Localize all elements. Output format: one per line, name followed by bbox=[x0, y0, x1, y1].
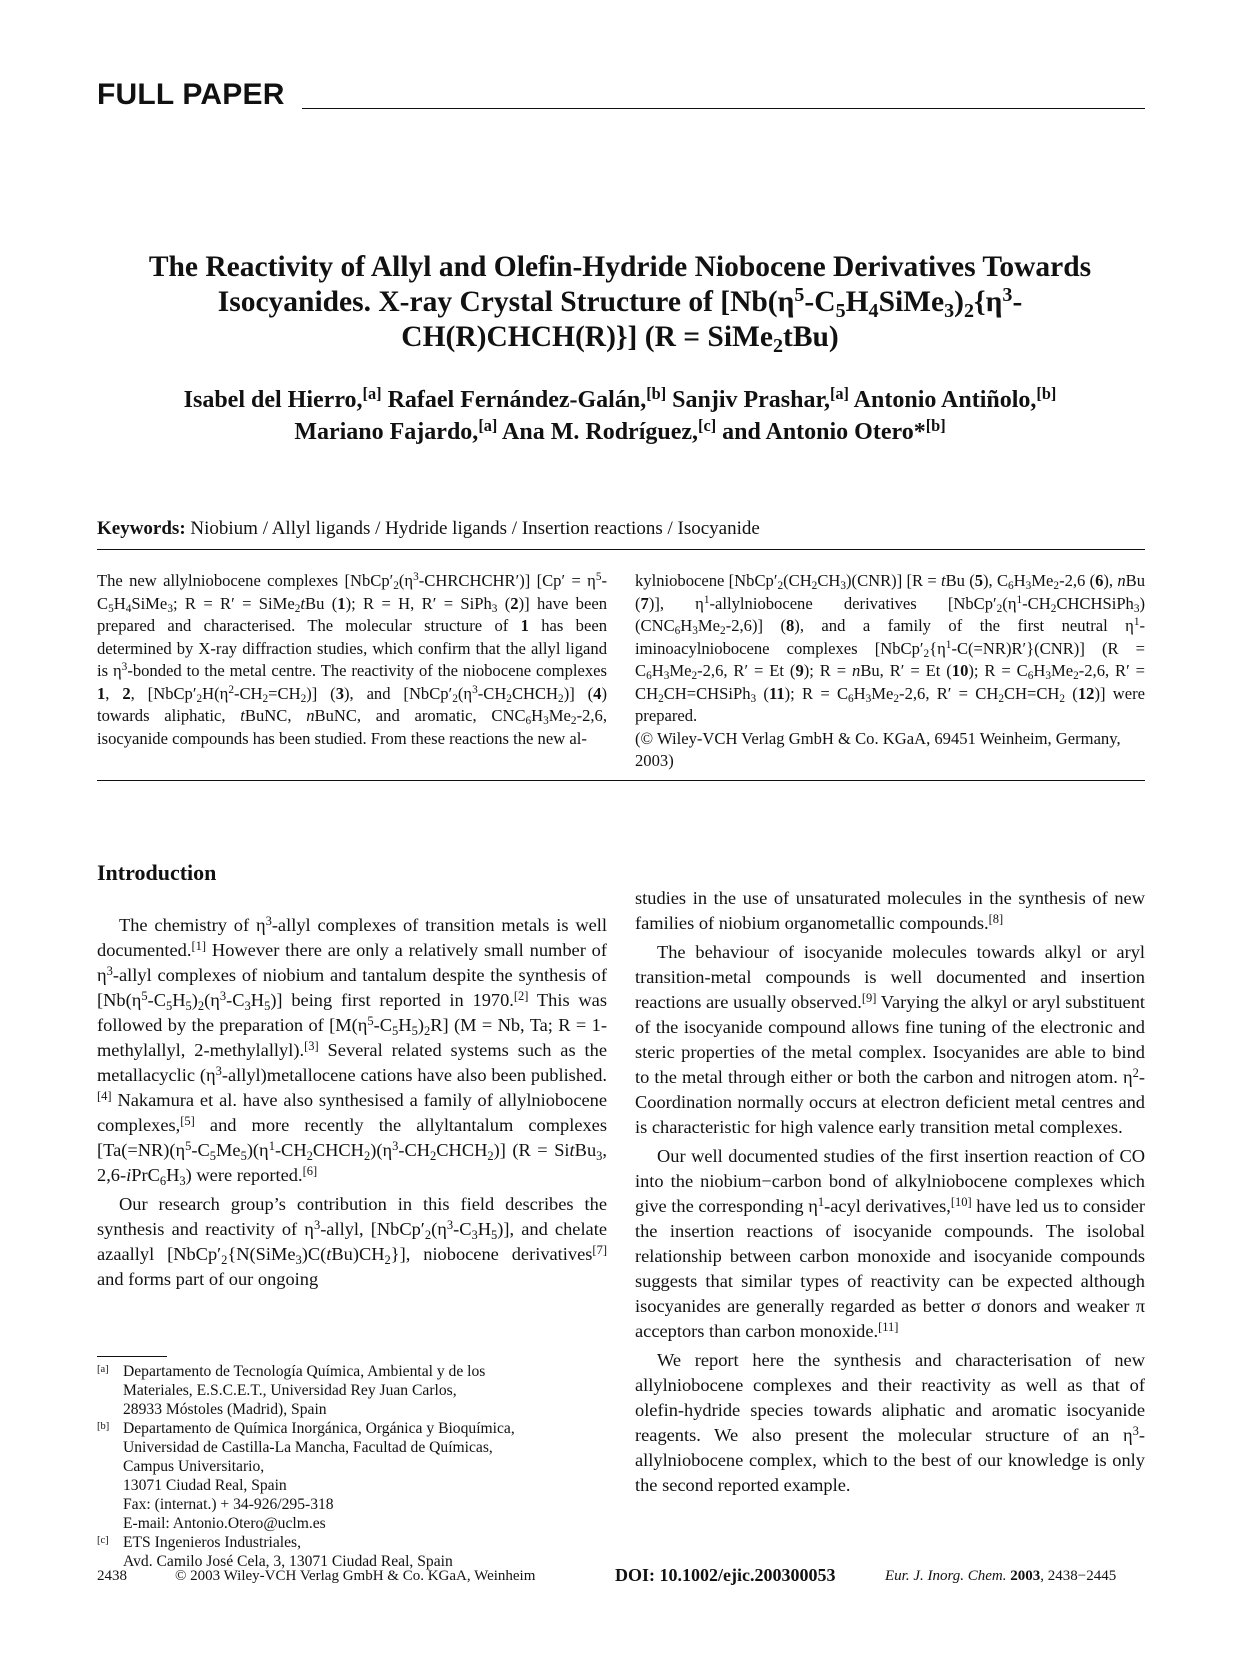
paper-title bbox=[110, 250, 1130, 355]
footnote-c: [c] ETS Ingenieros Industriales, Avd. Camilo José Cela, 3, 13071 Ciudad Real, Spain bbox=[97, 1533, 607, 1571]
journal-pages: , 2438−2445 bbox=[1040, 1568, 1117, 1584]
footnote-mark: [a] bbox=[97, 1364, 109, 1375]
body-paragraph: Our well documented studies of the first insertion reaction of CO into the niobium−carbon bond of alkylniobocene complexes which give the corresponding $\eta^1$-acyl derivatives,[10] have led us to consider the insertion reactions of isocyanide compounds. The isolobal relationship between carbon monoxide and isocyanide compounds suggests that similar types of reactivity can be expected although isocyanides are generally regarded as better σ donors and weaker π acceptors than carbon monoxide.[11] bbox=[635, 1146, 1146, 1341]
footnote-a: [a] Departamento de Tecnología Química, Ambiental y de los Materiales, E.S.C.E.T., Universidad Rey Juan Carlos, 28933 Móstoles (Madrid), Spain bbox=[97, 1362, 607, 1419]
header-rule bbox=[302, 108, 1145, 109]
author-affiliation: [a] bbox=[478, 415, 498, 435]
author-name: Sanjiv Prashar, bbox=[672, 387, 830, 413]
title-line-2: Isocyanides. X-ray Crystal Structure of [$Nb(\eta^5-C_5H_4SiMe_3)_2\{\eta^3-$ bbox=[217, 283, 1023, 322]
author-affiliation: [b] bbox=[925, 415, 946, 435]
doi[interactable]: DOI: 10.1002/ejic.200300053 bbox=[615, 1565, 836, 1585]
abstract-rule bbox=[97, 780, 1145, 781]
author-list bbox=[110, 384, 1130, 448]
body-paragraph: We report here the synthesis and characterisation of new allylniobocene complexes and their reactivity as well as that of olefin-hydride species towards aliphatic and aromatic isocyanide reagents. We also present the molecular structure of an $\eta^3$-allylniobocene complex, which to the best of our knowledge is only the second reported example. bbox=[635, 1350, 1145, 1495]
title-line-3: CH(R)CHCH(R)}] (R = SiMe$_2$tBu) bbox=[401, 321, 839, 357]
journal-year: 2003 bbox=[1010, 1568, 1041, 1584]
footnote-b: [b] Departamento de Química Inorgánica, Orgánica y Bioquímica, Universidad de Castilla-La Mancha, Facultad de Químicas, Campus Universitario, 13071 Ciudad Real, Spain Fax: (internat.) + 34-926/295-318 E-mail: Antonio.Otero@uclm.es bbox=[97, 1419, 607, 1533]
title-line-1: The Reactivity of Allyl and Olefin-Hydride Niobocene Derivatives Towards bbox=[148, 251, 1092, 283]
author-name: Ana M. Rodríguez, bbox=[502, 419, 699, 445]
author-affiliation: [b] bbox=[1036, 383, 1057, 403]
author-name: Antonio Antiñolo, bbox=[853, 387, 1037, 413]
body-right-column bbox=[635, 886, 1145, 1502]
contact-email: E-mail: Antonio.Otero@uclm.es bbox=[123, 1515, 326, 1532]
body-paragraph: The behaviour of isocyanide molecules towards alkyl or aryl transition-metal compounds is well documented and insertion reactions are usually observed.[9] Varying the alkyl or aryl substituent of the isocyanide compound allows fine tuning of the electronic and steric properties of the metal complex. Isocyanides are able to bind to the metal through either or both the carbon and nitrogen atom. $\eta^2$-Coordination normally occurs at electron deficient metal centres and is characteristic for high valence early transition metal complexes. bbox=[635, 942, 1146, 1137]
abstract-right-column: kylniobocene $[NbCp'_2(CH_2CH_3)(CNR)] [R$ = tBu (5), $C_6H_3Me_2-2,6$ (6), nBu (7)], $\eta^1$-allylniobocene derivatives $[NbCp'_2(\eta^1-CH_2CHCHSiPh_3)(CNC_6H_3Me_2-2,6)]$ (8), and a family of the first neutral $\eta^1$-iminoacylniobocene complexes $[NbCp'_2\{\eta^1-C(=NR)R'\}(CNR)] (R = C_6H_3Me_2-2,6$, R′ = Et (9); R = nBu, R′ = Et (10); $R = C_6H_3Me_2-2,6$, $R' = CH_2CH=CHSiPh_3$ (11); $R = C_6H_3Me_2-2,6$, $R' = CH_2CH=CH_2$ (12)] were prepared. (© Wiley-VCH Verlag GmbH & Co. KGaA, 69451 Weinheim, Germany, 2003) bbox=[635, 570, 1145, 773]
journal-name: Eur. J. Inorg. Chem. bbox=[885, 1568, 1007, 1584]
affiliation-footnotes bbox=[97, 1362, 607, 1571]
section-label: FULL PAPER bbox=[97, 78, 285, 111]
author-affiliation: [a] bbox=[829, 383, 849, 403]
body-paragraph: Our research group’s contribution in this field describes the synthesis and reactivity of $\eta^3$-allyl, $[NbCp'_2(\eta^3-C_3H_5)]$, and chelate azaallyl $[NbCp'_2\{N(SiMe_3)C(tBu)CH_2\}]$, niobocene derivatives[7] and forms part of our ongoing bbox=[97, 1194, 607, 1289]
author-name: and Antonio Otero* bbox=[722, 419, 926, 445]
author-name: Mariano Fajardo, bbox=[294, 419, 479, 445]
keywords-label: Keywords: bbox=[97, 518, 186, 539]
author-line-2 bbox=[110, 416, 1130, 448]
author-affiliation: [a] bbox=[362, 383, 382, 403]
page-number: 2438 bbox=[97, 1568, 127, 1584]
footer-copyright: © 2003 Wiley-VCH Verlag GmbH & Co. KGaA, Weinheim bbox=[175, 1568, 536, 1584]
body-left-column bbox=[97, 913, 607, 1296]
footnote-rule bbox=[97, 1356, 167, 1357]
body-paragraph: studies in the use of unsaturated molecules in the synthesis of new families of niobium organometallic compounds.[8] bbox=[635, 888, 1145, 933]
keywords bbox=[97, 518, 760, 540]
author-affiliation: [b] bbox=[646, 383, 667, 403]
abstract-left-column: The new allylniobocene complexes $[NbCp'_2(\eta^3-CHRCHCHR')] [Cp'$ = $\eta^5-C_5H_4SiMe_3$; R = R′ = SiMe$_2$tBu (1); R = H, R′ = SiPh$_3$ (2)] have been prepared and characterised. The molecular structure of 1 has been determined by X-ray diffraction studies, which confirm that the allyl ligand is $\eta^3$-bonded to the metal centre. The reactivity of the niobocene complexes 1, 2, $[NbCp'_2H(\eta^2-CH_2=CH_2)]$ (3), and $[NbCp'_2(\eta^3-CH_2CHCH_2)]$ (4) towards aliphatic, tBuNC, nBuNC, and aromatic, $CNC_6H_3Me_2-2,6$, isocyanide compounds has been studied. From these reactions the new al- bbox=[97, 571, 607, 748]
journal-citation bbox=[885, 1568, 1116, 1585]
author-name: Rafael Fernández-Galán, bbox=[387, 387, 647, 413]
abstract-copyright: (© Wiley-VCH Verlag GmbH & Co. KGaA, 69451 Weinheim, Germany, 2003) bbox=[635, 728, 1121, 770]
keywords-text: Niobium / Allyl ligands / Hydride ligands / Insertion reactions / Isocyanide bbox=[190, 518, 760, 539]
author-affiliation: [c] bbox=[698, 415, 717, 435]
footnote-mark: [b] bbox=[97, 1421, 110, 1432]
body-paragraph: The chemistry of $\eta^3$-allyl complexes of transition metals is well documented.[1] However there are only a relatively small number of $\eta^3$-allyl complexes of niobium and tantalum despite the synthesis of $[Nb(\eta^5-C_5H_5)_2(\eta^3-C_3H_5)]$ being first reported in 1970.[2] This was followed by the preparation of $[M(\eta^5-C_5H_5)_2R] (M = Nb$, Ta; R = 1-methylallyl, 2-methylallyl).[3] Several related systems such as the metallacyclic $(\eta^3-allyl)metallocene$ cations have also been published.[4] Nakamura et al. have also synthesised a family of allylniobocene complexes,[5] and more recently the allyltantalum complexes $[Ta(=NR)(\eta^5-C_5Me_5)(\eta^1-CH_2CHCH_2)(\eta^3-CH_2CHCH_2)] (R$ = SitBu$_3$, $2,6-iPrC_6H_3$) were reported.[6] bbox=[97, 913, 608, 1188]
author-line-1 bbox=[110, 384, 1130, 416]
introduction-heading: Introduction bbox=[97, 860, 217, 885]
footnote-mark: [c] bbox=[97, 1535, 109, 1546]
author-name: Isabel del Hierro, bbox=[183, 387, 363, 413]
keywords-rule bbox=[97, 549, 1145, 550]
